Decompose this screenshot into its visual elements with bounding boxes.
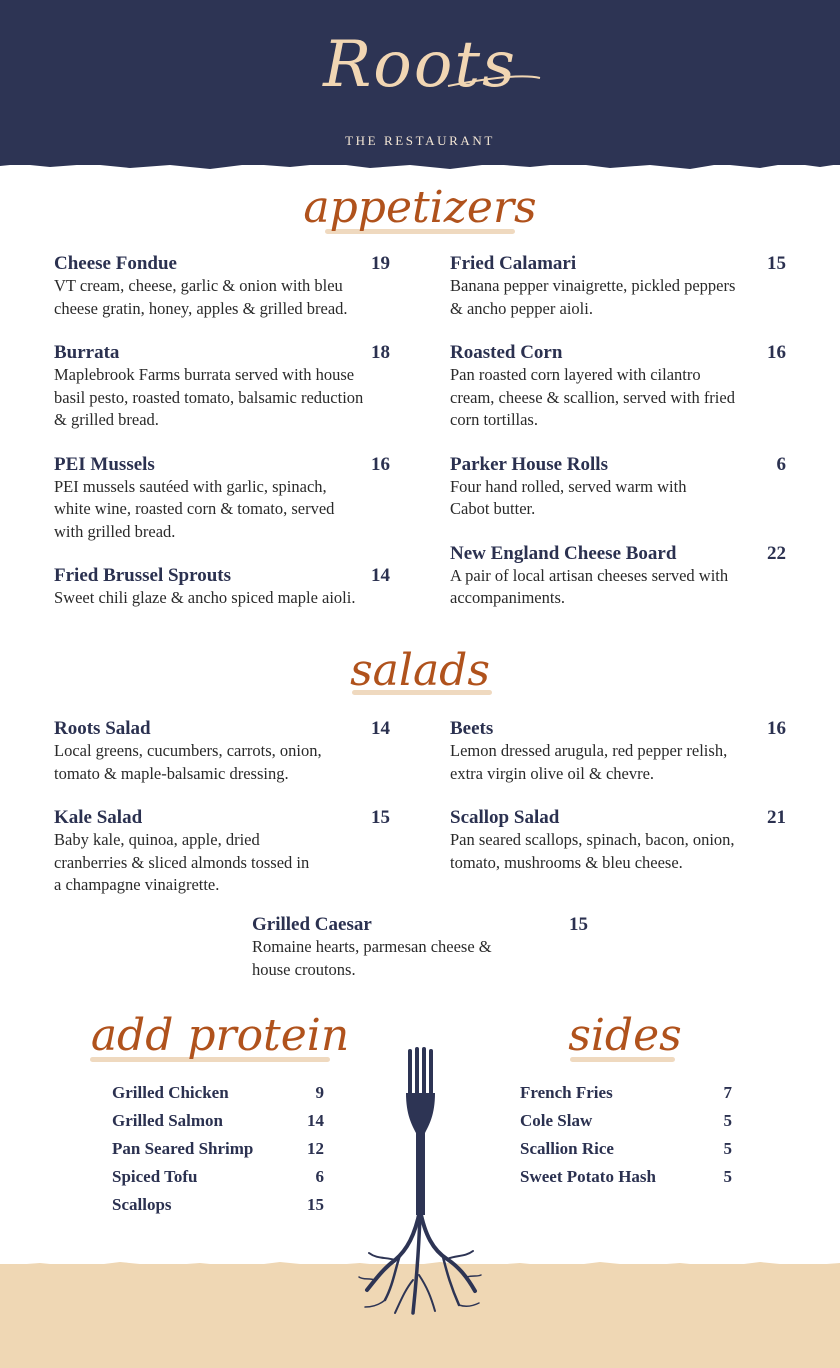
item-description-line: Baby kale, quinoa, apple, dried xyxy=(54,830,260,849)
list-item-cole-slaw xyxy=(520,1111,732,1135)
salads-heading: salads xyxy=(350,645,490,696)
protein-heading: add protein xyxy=(90,1010,350,1061)
item-description-line: Local greens, cucumbers, carrots, onion, xyxy=(54,741,322,760)
list-item-scallops xyxy=(112,1195,324,1219)
item-description-line: Four hand rolled, served warm with xyxy=(450,476,687,496)
item-name: Parker House Rolls xyxy=(450,453,608,475)
header-brush-edge xyxy=(0,150,840,182)
list-item-name: Scallops xyxy=(112,1195,172,1214)
item-description xyxy=(54,829,309,897)
item-price: 16 xyxy=(767,718,786,739)
item-name: Grilled Caesar xyxy=(252,914,372,935)
list-item-name: Scallion Rice xyxy=(520,1139,614,1158)
item-name: Burrata xyxy=(54,342,120,363)
menu-item-grilled-caesar xyxy=(252,914,588,981)
menu-item-burrata xyxy=(54,342,390,432)
item-name: Kale Salad xyxy=(54,807,143,828)
sides-heading: sides xyxy=(568,1010,682,1061)
list-item-scallion-rice xyxy=(520,1139,732,1163)
item-description-line: Pan seared scallops, spinach, bacon, onion, xyxy=(450,830,735,849)
menu-item-fried-calamari xyxy=(450,253,786,320)
restaurant-tagline: THE RESTAURANT xyxy=(345,133,495,148)
item-description xyxy=(54,275,348,320)
item-name: Scallop Salad xyxy=(450,807,560,828)
item-description-line: with grilled bread. xyxy=(54,521,176,541)
list-item-price: 5 xyxy=(723,1111,732,1130)
item-description-line: & grilled bread. xyxy=(54,410,159,429)
item-price: 16 xyxy=(371,453,390,475)
list-item-french-fries xyxy=(520,1083,732,1107)
item-price: 15 xyxy=(767,253,786,274)
item-description xyxy=(54,587,355,610)
fork-roots-icon xyxy=(355,1045,485,1320)
item-description-line: extra virgin olive oil & chevre. xyxy=(450,763,655,783)
item-name: Fried Calamari xyxy=(450,253,577,274)
menu-item-beets xyxy=(450,718,786,785)
menu-item-cheese-fondue xyxy=(54,253,390,320)
item-price: 14 xyxy=(371,565,390,586)
item-price: 18 xyxy=(371,342,390,363)
menu-item-roasted-corn xyxy=(450,342,786,432)
item-description xyxy=(450,364,735,432)
item-description xyxy=(450,740,727,785)
item-description-line: A pair of local artisan cheeses served with xyxy=(450,565,729,585)
item-name: PEI Mussels xyxy=(54,453,155,475)
item-description-line: house croutons. xyxy=(252,959,356,979)
menu-item-pei-mussels xyxy=(54,454,390,544)
list-item-price: 9 xyxy=(315,1083,324,1102)
item-description-line: Lemon dressed arugula, red pepper relish, xyxy=(450,741,728,760)
list-item-price: 6 xyxy=(315,1167,324,1186)
item-description-line: Cabot butter. xyxy=(450,499,536,518)
item-description xyxy=(54,476,334,544)
item-name: Roots Salad xyxy=(54,718,151,739)
menu-item-fried-brussel-sprouts xyxy=(54,565,390,610)
restaurant-logo: Roots xyxy=(323,28,517,102)
item-description-line: a champagne vinaigrette. xyxy=(54,875,220,894)
list-item-name: Sweet Potato Hash xyxy=(520,1167,656,1186)
item-description xyxy=(252,936,492,981)
menu-item-kale-salad xyxy=(54,807,390,897)
menu-item-scallop-salad xyxy=(450,807,786,874)
item-price: 19 xyxy=(371,253,390,274)
item-price: 15 xyxy=(569,914,588,935)
item-description-line: Pan roasted corn layered with cilantro xyxy=(450,365,701,384)
item-description-line: Maplebrook Farms burrata served with house xyxy=(54,365,355,384)
list-item-price: 5 xyxy=(723,1139,732,1158)
item-description-line: Romaine hearts, parmesan cheese & xyxy=(252,937,492,956)
item-price: 14 xyxy=(371,718,390,739)
item-description xyxy=(450,275,735,320)
item-description-line: corn tortillas. xyxy=(450,410,538,429)
list-item-name: Cole Slaw xyxy=(520,1111,593,1130)
list-item-pan-seared-shrimp xyxy=(112,1139,324,1163)
item-price: 16 xyxy=(767,342,786,363)
menu-item-new-england-cheese-board xyxy=(450,543,786,610)
list-item-name: Pan Seared Shrimp xyxy=(112,1139,254,1158)
appetizers-heading: appetizers xyxy=(303,182,537,233)
item-description-line: cranberries & sliced almonds tossed in xyxy=(54,852,310,872)
menu-item-parker-house-rolls xyxy=(450,454,786,521)
item-description-line: VT cream, cheese, garlic & onion with bleu xyxy=(54,276,343,295)
list-item-price: 15 xyxy=(307,1195,324,1214)
item-description-line: cream, cheese & scallion, served with fried xyxy=(450,387,735,407)
item-price: 21 xyxy=(767,807,786,828)
list-item-name: French Fries xyxy=(520,1083,613,1102)
item-description-line: tomato & maple-balsamic dressing. xyxy=(54,763,289,783)
item-description-line: Sweet chili glaze & ancho spiced maple aioli. xyxy=(54,588,356,607)
list-item-price: 7 xyxy=(723,1083,732,1102)
list-item-grilled-salmon xyxy=(112,1111,324,1135)
item-description-line: white wine, roasted corn & tomato, served xyxy=(54,499,335,518)
list-item-sweet-potato-hash xyxy=(520,1167,732,1191)
item-description xyxy=(54,740,322,785)
item-description-line: PEI mussels sautéed with garlic, spinach, xyxy=(54,476,327,496)
item-description-line: & ancho pepper aioli. xyxy=(450,298,593,318)
list-item-price: 5 xyxy=(723,1167,732,1186)
list-item-name: Grilled Salmon xyxy=(112,1111,223,1130)
item-name: New England Cheese Board xyxy=(450,542,677,564)
item-price: 6 xyxy=(776,453,786,475)
item-price: 22 xyxy=(767,542,786,564)
item-price: 15 xyxy=(371,807,390,828)
item-description xyxy=(450,565,728,610)
list-item-grilled-chicken xyxy=(112,1083,324,1107)
menu-item-roots-salad xyxy=(54,718,390,785)
list-item-name: Grilled Chicken xyxy=(112,1083,229,1102)
item-description-line: accompaniments. xyxy=(450,588,566,607)
item-name: Cheese Fondue xyxy=(54,253,177,274)
item-name: Beets xyxy=(450,718,494,739)
list-item-name: Spiced Tofu xyxy=(112,1167,198,1186)
list-item-spiced-tofu xyxy=(112,1167,324,1191)
item-description-line: basil pesto, roasted tomato, balsamic reduction xyxy=(54,387,364,407)
item-description-line: cheese gratin, honey, apples & grilled bread. xyxy=(54,298,348,318)
list-item-price: 14 xyxy=(307,1111,324,1130)
item-description-line: tomato, mushrooms & bleu cheese. xyxy=(450,852,683,872)
item-name: Fried Brussel Sprouts xyxy=(54,565,232,586)
item-name: Roasted Corn xyxy=(450,342,563,363)
logo-swash xyxy=(298,38,548,118)
list-item-price: 12 xyxy=(307,1139,324,1158)
item-description xyxy=(450,829,735,874)
item-description xyxy=(450,476,686,521)
item-description xyxy=(54,364,363,432)
item-description-line: Banana pepper vinaigrette, pickled peppers xyxy=(450,276,736,295)
